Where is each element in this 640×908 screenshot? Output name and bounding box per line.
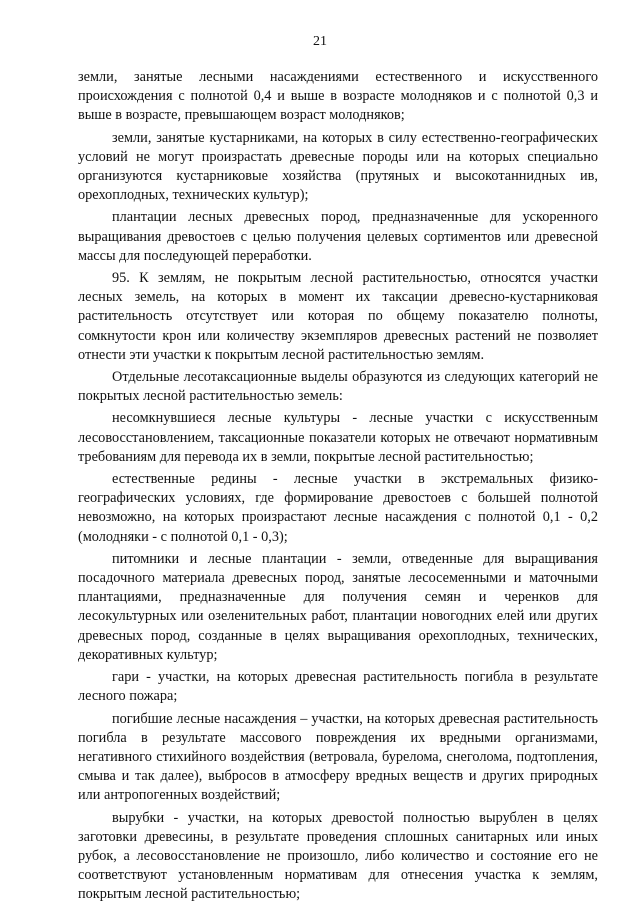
paragraph-plantations: плантации лесных древесных пород, предназначенные для ускоренного выращивания древостоев с целью получения целевых сортиментов или древесной массы для последующей переработки. (78, 209, 598, 264)
paragraph-clearcuts: вырубки - участки, на которых древостой полностью вырублен в целях заготовки древесины, в результате проведения сплошных санитарных или иных рубок, а лесовосстановление не произошло, либо количество и состояние его не соответствуют установленным нормативам для отнесения участка к землям, покрытым лесной растительностью; (78, 809, 598, 903)
paragraph-nurseries: питомники и лесные плантации - земли, отведенные для выращивания посадочного материала древесных пород, занятые лесосеменными и маточными плантациями, предназначенные для получения семян и черенков для лесокультурных или озеленительных работ, плантации новогодних елей или других древесных пород, созданные в целях выращивания орехоплодных, технических, декоративных культур; (78, 550, 598, 663)
paragraph-forested-lands: земли, занятые лесными насаждениями естественного и искусственного происхождения с полнотой 0,4 и выше в возрасте молодняков и с полнотой 0,3 и выше в возрасте, превышающем возраст молодняков; (78, 69, 598, 124)
paragraph-burnt-areas: гари - участки, на которых древесная растительность погибла в результате лесного пожара; (78, 669, 598, 705)
paragraph-shrub-lands: земли, занятые кустарниками, на которых в силу естественно-географических условий не могут произрастать древесные породы или на которых специально организуются кустарниковые хозяйства (прутяных и высокотаннидных ив, орехоплодных, технических культур); (78, 129, 598, 204)
paragraph-clause-95: 95. К землям, не покрытым лесной растительностью, относятся участки лесных земель, на которых в момент их таксации древесно-кустарниковая растительность отсутствует или которая по общему показателю полноты, сомкнутости крон или количеству экземпляров древесных растений не позволяет отнести эти участки к покрытым лесной растительностью землям. (78, 270, 598, 363)
paragraph-categories-intro: Отдельные лесотаксационные выделы образуются из следующих категорий не покрытых лесной растительностью земель: (78, 369, 598, 405)
paragraph-dead-stands: погибшие лесные насаждения – участки, на которых древесная растительность погибла в результате массового повреждения их вредными организмами, негативного стихийного воздействия (ветровала, бурелома, снеголома, подтопления, смыва и так далее), выбросов в атмосферу вредных веществ и других природных или антропогенных воздействий; (78, 710, 598, 804)
paragraph-natural-open-stands: естественные редины - лесные участки в экстремальных физико-географических условиях, где формирование древостоев с большей полнотой невозможно, на которых произрастают лесные насаждения с полнотой 0,1 - 0,2 (молодняки - с полнотой 0,1 - 0,3); (78, 471, 598, 545)
page-number: 21 (313, 34, 327, 49)
paragraph-unclosed-cultures: несомкнувшиеся лесные культуры - лесные участки с искусственным лесовосстановлением, таксационные показатели которых не отвечают нормативным требованиям для перевода их в земли, покрытые лесной растительностью; (78, 410, 598, 465)
document-body (78, 68, 598, 908)
